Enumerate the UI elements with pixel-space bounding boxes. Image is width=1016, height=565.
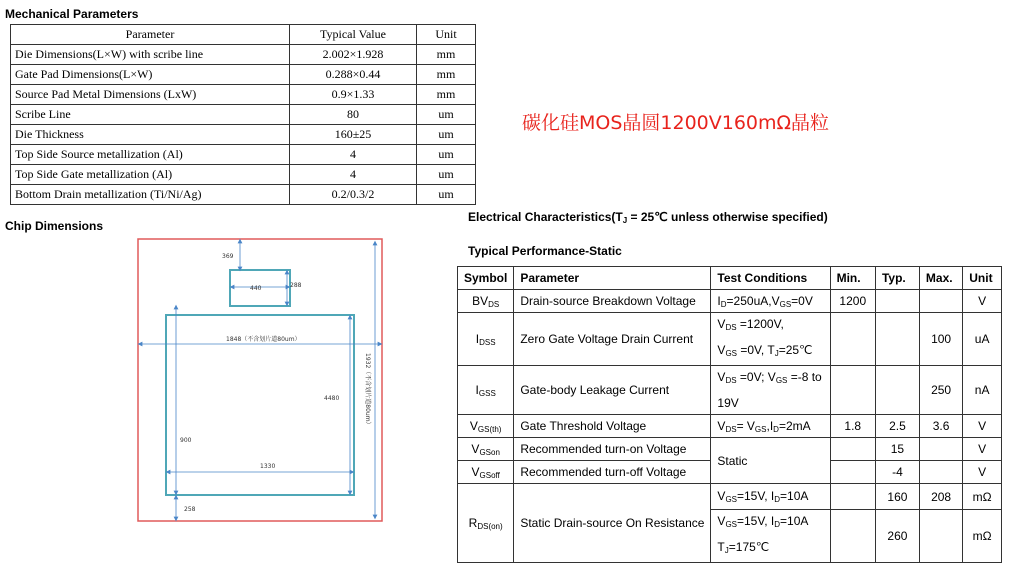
table-row [11, 185, 476, 205]
cell-typ [875, 290, 919, 313]
cell-parameter: Recommended turn-on Voltage [514, 438, 711, 461]
cell-parameter: Static Drain-source On Resistance [514, 484, 711, 563]
table-header-row [458, 267, 1002, 290]
cell-parameter: Zero Gate Voltage Drain Current [514, 313, 711, 366]
cell-value: 0.2/0.3/2 [290, 185, 417, 205]
cell-parameter: Die Dimensions(L×W) with scribe line [11, 45, 290, 65]
cell-typ: 160 [875, 484, 919, 510]
cell-conditions: $V_{GS}=15V$, $I_D=10A$ $T_J=175℃$ [711, 510, 830, 563]
label-bottom-gap: 258 [184, 506, 196, 513]
cell-unit: V [963, 438, 1002, 461]
cell-min [830, 510, 875, 563]
column-header-unit: Unit [417, 25, 476, 45]
title-subscript: J [622, 216, 628, 225]
table-header-row [11, 25, 476, 45]
column-header-symbol: Symbol [458, 267, 514, 290]
cell-min [830, 313, 875, 366]
label-die-height: 1932（不含划片道80um） [364, 353, 371, 428]
cell-typ: 2.5 [875, 415, 919, 438]
column-header-unit: Unit [963, 267, 1002, 290]
cell-max: 100 [919, 313, 962, 366]
table-row [458, 484, 1002, 510]
table-row [458, 415, 1002, 438]
table-row [11, 165, 476, 185]
cell-value: 80 [290, 105, 417, 125]
cell-max: 250 [919, 366, 962, 415]
cell-parameter: Top Side Gate metallization (Al) [11, 165, 290, 185]
die-outline [138, 239, 382, 521]
cell-symbol: $BV_{DS}$ [458, 290, 514, 313]
cell-min [830, 366, 875, 415]
cell-min [830, 438, 875, 461]
cell-max: 208 [919, 484, 962, 510]
label-left-height: 900 [180, 437, 192, 444]
chip-dimensions-diagram [130, 235, 392, 525]
cell-unit: um [417, 105, 476, 125]
label-source-height: 4480 [324, 395, 340, 402]
cell-unit: uA [963, 313, 1002, 366]
cell-max [919, 290, 962, 313]
cell-value: 4 [290, 145, 417, 165]
cell-parameter: Drain-source Breakdown Voltage [514, 290, 711, 313]
cell-unit: V [963, 415, 1002, 438]
table-row [11, 145, 476, 165]
table-row [11, 65, 476, 85]
table-row [11, 125, 476, 145]
cell-conditions: $V_{DS} =0V$; $V_{GS} =-8$ to 19V [711, 366, 830, 415]
cell-value: 0.288×0.44 [290, 65, 417, 85]
cell-typ: -4 [875, 461, 919, 484]
mechanical-parameters-title: Mechanical Parameters [5, 7, 139, 21]
cell-symbol: $I_{GSS}$ [458, 366, 514, 415]
cell-max [919, 461, 962, 484]
column-header-max: Max. [919, 267, 962, 290]
label-gate-width: 440 [250, 285, 262, 292]
cell-conditions: Static [711, 438, 830, 484]
cell-parameter: Gate-body Leakage Current [514, 366, 711, 415]
cell-value: 160±25 [290, 125, 417, 145]
column-header-test-conditions: Test Conditions [711, 267, 830, 290]
column-header-min: Min. [830, 267, 875, 290]
chip-dimensions-title: Chip Dimensions [5, 219, 104, 233]
cell-parameter: Die Thickness [11, 125, 290, 145]
cell-symbol: $I_{DSS}$ [458, 313, 514, 366]
cell-parameter: Recommended turn-off Voltage [514, 461, 711, 484]
cell-unit: mm [417, 45, 476, 65]
cell-unit: V [963, 290, 1002, 313]
cell-conditions: $V_{DS} =1200V$, $V_{GS} =0V$, $T_J=25℃$ [711, 313, 830, 366]
table-row [11, 45, 476, 65]
label-source-width: 1330 [260, 463, 276, 470]
cell-unit: um [417, 165, 476, 185]
cell-unit: mΩ [963, 510, 1002, 563]
column-header-typ: Typ. [875, 267, 919, 290]
cell-value: 0.9×1.33 [290, 85, 417, 105]
cell-min [830, 484, 875, 510]
cell-unit: um [417, 145, 476, 165]
typical-performance-subtitle: Typical Performance-Static [468, 244, 622, 258]
cell-parameter: Bottom Drain metallization (Ti/Ni/Ag) [11, 185, 290, 205]
title-text-rest: = 25℃ unless otherwise specified) [627, 210, 828, 224]
cell-symbol: $V_{GSoff}$ [458, 461, 514, 484]
cell-max [919, 438, 962, 461]
cell-typ [875, 313, 919, 366]
column-header-typical-value: Typical Value [290, 25, 417, 45]
column-header-parameter: Parameter [514, 267, 711, 290]
cell-typ: 15 [875, 438, 919, 461]
cell-max [919, 510, 962, 563]
cell-value: 2.002×1.928 [290, 45, 417, 65]
cell-min: 1.8 [830, 415, 875, 438]
cell-unit: V [963, 461, 1002, 484]
cell-symbol: $V_{GSon}$ [458, 438, 514, 461]
cell-symbol: $R_{DS(on)}$ [458, 484, 514, 563]
product-title-chinese: 碳化硅MOS晶圆1200V160mΩ晶粒 [522, 112, 830, 134]
cell-typ: 260 [875, 510, 919, 563]
cell-max: 3.6 [919, 415, 962, 438]
title-text: Electrical Characteristics(T [468, 210, 623, 224]
electrical-characteristics-table [457, 266, 1002, 563]
cell-unit: nA [963, 366, 1002, 415]
cell-value: 4 [290, 165, 417, 185]
cell-min: 1200 [830, 290, 875, 313]
cell-parameter: Source Pad Metal Dimensions (LxW) [11, 85, 290, 105]
cell-conditions: $V_{GS}=15V$, $I_D=10A$ [711, 484, 830, 510]
cell-conditions: $V_{DS}= V_{GS},I_D=2mA$ [711, 415, 830, 438]
electrical-characteristics-title [468, 210, 828, 225]
cell-conditions: $I_D=250uA,V_{GS}=0V$ [711, 290, 830, 313]
cell-parameter: Top Side Source metallization (Al) [11, 145, 290, 165]
mechanical-parameters-table [10, 24, 476, 205]
cell-unit: mm [417, 85, 476, 105]
cell-parameter: Gate Pad Dimensions(L×W) [11, 65, 290, 85]
table-row [458, 290, 1002, 313]
cell-unit: mΩ [963, 484, 1002, 510]
cell-unit: um [417, 185, 476, 205]
table-row [11, 105, 476, 125]
label-top-gap: 369 [222, 253, 234, 260]
table-row [458, 313, 1002, 366]
label-gate-height: 288 [290, 282, 302, 289]
column-header-parameter: Parameter [11, 25, 290, 45]
cell-parameter: Gate Threshold Voltage [514, 415, 711, 438]
cell-unit: mm [417, 65, 476, 85]
cell-unit: um [417, 125, 476, 145]
cell-typ [875, 366, 919, 415]
table-row [458, 366, 1002, 415]
table-row [11, 85, 476, 105]
label-die-width: 1848（不含划片道80um） [226, 336, 301, 343]
cell-parameter: Scribe Line [11, 105, 290, 125]
cell-min [830, 461, 875, 484]
table-row [458, 438, 1002, 461]
cell-symbol: $V_{GS(th)}$ [458, 415, 514, 438]
